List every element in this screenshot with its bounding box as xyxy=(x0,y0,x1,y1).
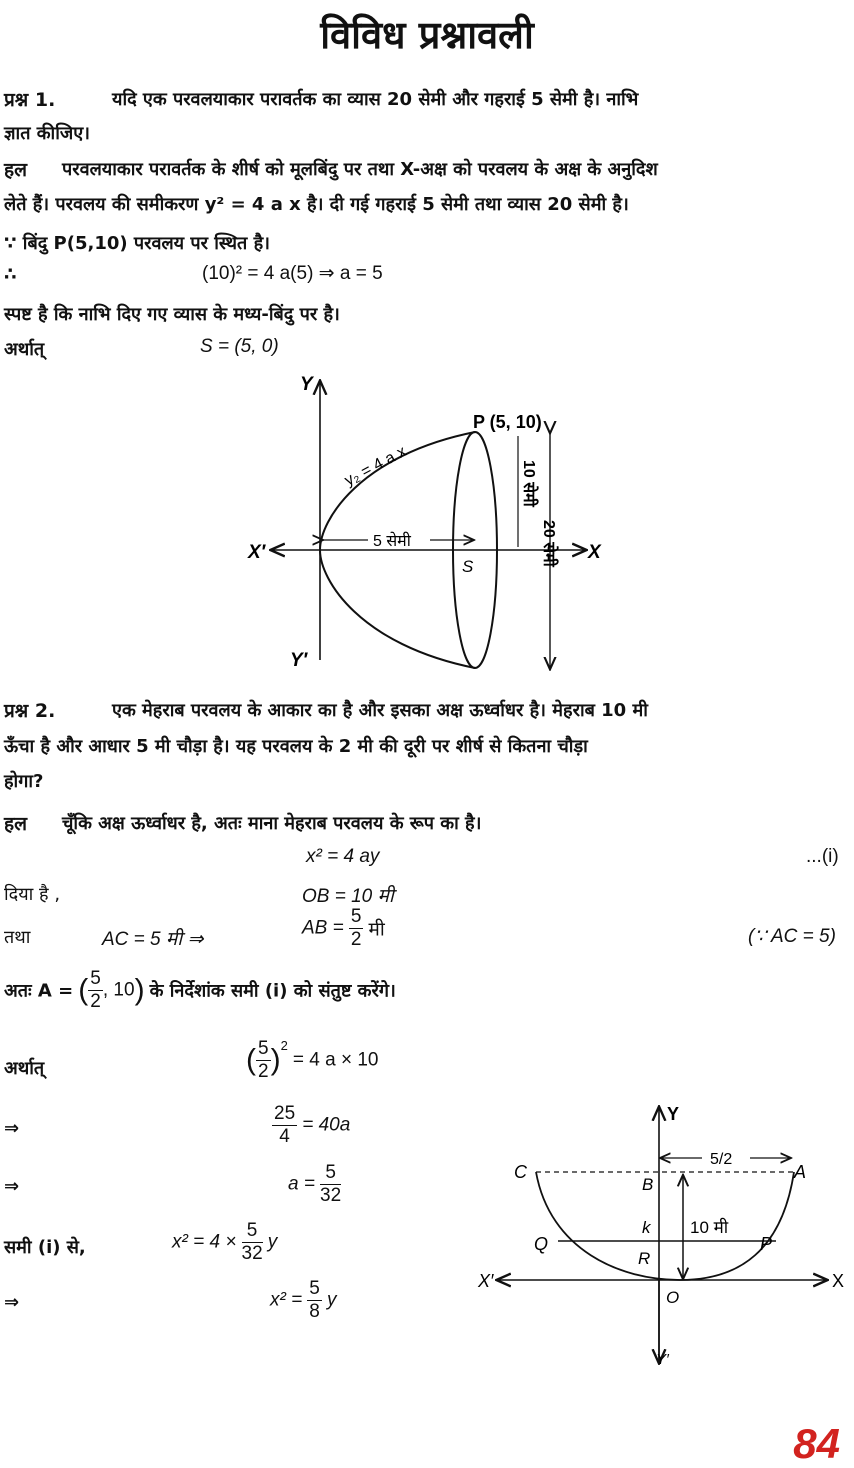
q2-x2-expression-a xyxy=(172,1220,277,1265)
q2-x2b-fraction xyxy=(307,1278,322,1323)
q2-ab-expression xyxy=(302,906,385,951)
q2-25-numerator: 25 xyxy=(274,1103,296,1124)
fig1-focus-label: S xyxy=(462,557,474,576)
q2-atah-lhs: अतः A = xyxy=(4,980,74,1002)
page-title: विविध प्रश्नावली xyxy=(320,13,534,57)
q2-tatha: तथा xyxy=(4,927,31,948)
fig2-x-label: X xyxy=(832,1271,845,1291)
q1-solution-label: हल xyxy=(4,159,27,181)
q1-focus: S = (5, 0) xyxy=(200,336,279,357)
q2-sq-denominator: 2 xyxy=(258,1061,269,1082)
q2-ab-unit: मी xyxy=(368,919,385,941)
fig2-r-label: R xyxy=(638,1249,651,1268)
fig1-depth-label: 5 सेमी xyxy=(373,533,411,550)
fig2-k-label: k xyxy=(642,1218,651,1237)
fig2-c-label: C xyxy=(514,1162,527,1182)
q2-label: प्रश्न 2. xyxy=(4,700,56,722)
q2-ab-numerator: 5 xyxy=(350,906,362,927)
q2-a-fraction xyxy=(88,968,103,1013)
q2-arthat: अर्थात् xyxy=(4,1058,45,1079)
fig1-curve-label: y₂ = 4 a x xyxy=(341,443,410,490)
figure-1-parabolic-reflector xyxy=(240,360,620,680)
q2-a5-numerator: 5 xyxy=(320,1162,341,1185)
q2-line1: एक मेहराब परवलय के आकार का है और इसका अक्ष ऊर्ध्वाधर है। मेहराब 10 मी xyxy=(112,700,648,721)
q2-x2a-numerator: 5 xyxy=(242,1220,263,1243)
q2-sq-rhs: = 4 a × 10 xyxy=(292,1049,379,1071)
q2-ab-lhs: AB = xyxy=(302,917,344,939)
q2-given: दिया है , xyxy=(4,884,61,905)
q2-ab-denominator: 2 xyxy=(350,929,362,950)
implies-3: ⇒ xyxy=(4,1292,20,1313)
q2-a-numerator: 5 xyxy=(90,968,101,989)
q2-sol-line1: चूँकि अक्ष ऊर्ध्वाधर है, अतः माना मेहराब परवलय के रूप का है। xyxy=(62,813,482,834)
figure-2-arch xyxy=(470,1100,854,1370)
q2-25-fraction xyxy=(272,1103,297,1148)
fig2-half-label: 5/2 xyxy=(710,1151,733,1168)
implies-2: ⇒ xyxy=(4,1176,20,1197)
fig1-half-label: 10 सेमी xyxy=(520,460,537,507)
fig2-o-label: O xyxy=(666,1288,680,1307)
q2-from-i: समी (i) से, xyxy=(4,1237,86,1258)
q2-ac: AC = 5 मी ⇒ xyxy=(102,929,204,950)
fig2-b-label: B xyxy=(642,1175,654,1194)
fig1-y-label: Y xyxy=(300,374,313,395)
q2-ac-note: (∵ AC = 5) xyxy=(748,926,836,947)
q2-a-coordinates: अतः A = ( $\frac{5}{2}$ , 10) के निर्देशांक समी (i) को संतुष्ट करेंगे। xyxy=(4,968,396,1012)
q2-square-expression: ( $\frac{5}{2}$ )$^2$ = 4 a × 10 xyxy=(246,1038,379,1082)
fig2-p-label: P xyxy=(760,1234,773,1254)
q1-label: प्रश्न 1. xyxy=(4,89,56,111)
q2-sq-fraction xyxy=(256,1038,271,1083)
fig1-x-neg-label: X′ xyxy=(248,542,266,563)
q2-a-lhs: a = xyxy=(288,1173,315,1195)
q2-atah-rhs: के निर्देशांक समी (i) को संतुष्ट करेंगे। xyxy=(149,980,396,1002)
q2-x2b-y: y xyxy=(326,1289,337,1311)
q2-a5-denominator: 32 xyxy=(320,1185,342,1206)
fig2-y-label: Y xyxy=(667,1104,680,1124)
q1-equation: (10)² = 4 a(5) ⇒ a = 5 xyxy=(202,263,383,284)
q2-line3: होगा? xyxy=(4,771,44,792)
q2-sq-numerator: 5 xyxy=(258,1038,269,1059)
q2-25-denominator: 4 xyxy=(279,1126,290,1147)
q2-equation-tag: ...(i) xyxy=(806,846,839,867)
q2-a5-fraction xyxy=(320,1162,341,1207)
q1-line2: ज्ञात कीजिए। xyxy=(4,123,91,144)
page-number: 84 xyxy=(793,1420,840,1467)
fig1-y-neg-label: Y′ xyxy=(290,650,308,671)
q1-sol-line1: परवलयाकार परावर्तक के शीर्ष को मूलबिंदु पर तथा X-अक्ष को परवलय के अक्ष के अनुदिश xyxy=(62,159,658,180)
q2-a-denominator: 2 xyxy=(90,991,101,1012)
fig2-height-label: 10 मी xyxy=(690,1218,729,1237)
q2-25-rhs: = 40a xyxy=(302,1114,351,1136)
fig2-q-label: Q xyxy=(534,1234,549,1254)
fig2-a-label: A xyxy=(794,1162,807,1182)
q1-arthat: अर्थात् xyxy=(4,339,45,360)
q2-x2a-fraction xyxy=(242,1220,263,1265)
fig2-x-neg-label: X′ xyxy=(478,1271,494,1291)
q2-line2: ऊँचा है और आधार 5 मी चौड़ा है। यह परवलय के 2 मी की दूरी पर शीर्ष से कितना चौड़ा xyxy=(4,736,588,757)
therefore-symbol: ∴ xyxy=(4,264,17,285)
q2-x2a-lhs: x² = 4 × xyxy=(172,1231,237,1253)
q2-x2b-denominator: 8 xyxy=(309,1301,320,1322)
q2-a-y: , 10 xyxy=(102,979,135,1001)
q2-ob: OB = 10 मी xyxy=(302,886,394,907)
q2-25-expression xyxy=(272,1103,350,1148)
arch-curve xyxy=(536,1172,794,1280)
q2-solution-label: हल xyxy=(4,813,27,835)
q2-x2b-lhs: x² = xyxy=(270,1289,303,1311)
q1-because: ∵ बिंदु P(5,10) परवलय पर स्थित है। xyxy=(4,233,270,254)
fig1-full-label: 20 सेमी xyxy=(540,520,557,567)
implies-1: ⇒ xyxy=(4,1118,20,1139)
q1-sol-line2: लेते हैं। परवलय की समीकरण y² = 4 a x है। दी गई गहराई 5 सेमी तथा व्यास 20 सेमी है। xyxy=(4,194,629,215)
fig1-x-label: X xyxy=(588,542,601,563)
q2-x2-expression-b xyxy=(270,1278,336,1323)
q2-x2a-y: y xyxy=(267,1231,278,1253)
q1-clear: स्पष्ट है कि नाभि दिए गए व्यास के मध्य-बिंदु पर है। xyxy=(4,304,340,325)
q2-x2b-numerator: 5 xyxy=(309,1278,320,1299)
q2-equation-i: x² = 4 ay xyxy=(306,846,380,867)
fig1-point-label: P (5, 10) xyxy=(473,412,542,432)
q2-x2a-denominator: 32 xyxy=(241,1243,263,1264)
fig2-y-neg-label: Y′ xyxy=(656,1351,669,1368)
q2-a-value xyxy=(288,1162,341,1207)
q2-ab-fraction xyxy=(349,906,364,951)
q1-line1: यदि एक परवलयाकार परावर्तक का व्यास 20 सेमी और गहराई 5 सेमी है। नाभि xyxy=(112,89,639,110)
